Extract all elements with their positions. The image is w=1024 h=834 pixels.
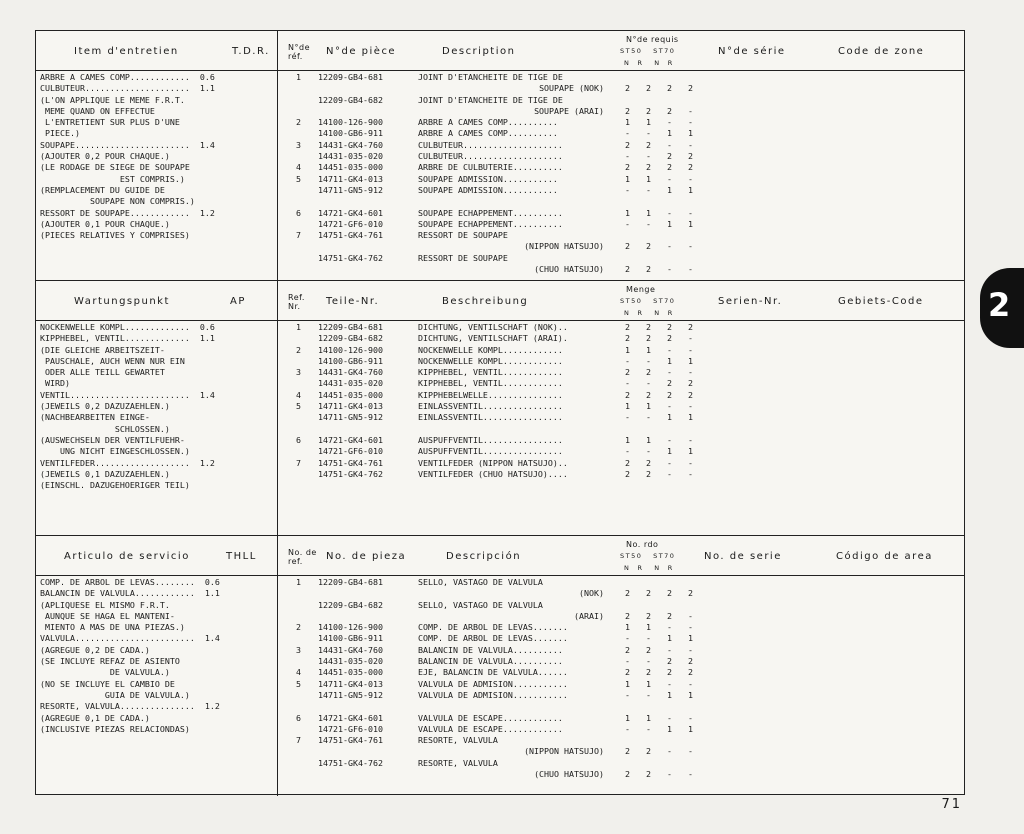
header-area: Código de area <box>836 551 933 562</box>
ref-number: 1 <box>296 322 301 332</box>
table-row <box>282 446 702 457</box>
header-time: T.D.R. <box>232 46 270 57</box>
service-item-text: ARBRE A CAMES COMP............ 0.6 CULBUTEUR..................... 1.1 (L'ON APPLIQUE LE MEME F.R.T. MEME QUAND ON EFFECTUE L'ENTRETIENT SUR PLUS D'UNE PIECE.) SOUPAPE....................... 1.4 (AJOUTER 0,2 POUR CHAQUE.) (LE RODAGE DE SIEGE DE SOUPAPE EST COMPRIS.) (REMPLACEMENT DU GUIDE DE SOUPAPE NON COMPRIS.) RESSORT DE SOUPAPE............ 1.2 (AJOUTER 0,1 POUR CHAQUE.) (PIECES RELATIVES Y COMPRISES) <box>40 72 215 241</box>
table-row <box>282 701 702 712</box>
part-description: EJE, BALANCIN DE VALVULA...... <box>418 667 568 678</box>
ref-number: 7 <box>296 457 301 468</box>
ref-number: 7 <box>296 230 301 241</box>
section-header <box>36 281 964 321</box>
header-qty-models: ST50 ST70 <box>620 552 676 560</box>
table-row <box>282 95 702 106</box>
table-row <box>282 196 702 207</box>
part-description: SOUPAPE ADMISSION........... <box>418 184 558 195</box>
quantity-required: 2 2 2 2 <box>625 389 693 400</box>
part-description: CULBUTEUR.................... <box>418 139 563 150</box>
part-number: 14100-126-900 <box>318 344 383 355</box>
part-description: ARBRE DE CULBUTERIE.......... <box>418 162 563 173</box>
ref-number: 5 <box>296 678 301 689</box>
table-row <box>282 140 702 151</box>
table-row <box>282 253 702 264</box>
quantity-required: - - 1 1 <box>625 184 693 195</box>
quantity-required: 2 2 - - <box>625 367 693 378</box>
section-header <box>36 536 964 576</box>
part-number: 14711-GK4-013 <box>318 678 383 689</box>
table-row <box>282 264 702 275</box>
part-description: SELLO, VASTAGO DE VALVULA <box>418 577 543 587</box>
ref-number: 5 <box>296 401 301 412</box>
table-row <box>282 600 702 611</box>
quantity-required: 1 1 - - <box>625 622 693 633</box>
quantity-required: 2 2 - - <box>625 769 693 780</box>
part-number: 14751-GK4-762 <box>318 252 383 263</box>
quantity-required: 2 2 - - <box>625 241 693 252</box>
part-number: 12209-GB4-682 <box>318 94 383 105</box>
header-time: THLL <box>226 551 257 562</box>
table-row <box>282 333 702 344</box>
quantity-required: 2 2 2 - <box>625 610 693 621</box>
part-number: 14751-GK4-761 <box>318 735 383 746</box>
quantity-required: - - 1 1 <box>625 723 693 734</box>
section-1 <box>36 31 964 281</box>
ref-number: 5 <box>296 173 301 184</box>
quantity-required: - - 2 2 <box>625 378 693 389</box>
table-row <box>282 758 702 769</box>
part-description: COMP. DE ARBOL DE LEVAS....... <box>418 633 568 644</box>
part-description: CULBUTEUR.................... <box>418 151 563 162</box>
ref-number: 2 <box>296 117 301 128</box>
part-description: VALVULA DE ADMISION........... <box>418 689 568 700</box>
quantity-required: 2 2 2 2 <box>625 588 693 599</box>
part-number: 14711-GN5-912 <box>318 184 383 195</box>
table-row <box>282 469 702 480</box>
section-tab: 2 <box>980 268 1024 348</box>
quantity-required: - - 1 1 <box>625 218 693 229</box>
part-description: NOCKENWELLE KOMPL............ <box>418 344 563 355</box>
quantity-required: 1 1 - - <box>625 173 693 184</box>
section-2 <box>36 281 964 536</box>
header-item: Wartungspunkt <box>74 296 170 307</box>
quantity-required: 2 2 2 2 <box>625 162 693 173</box>
part-number: 14721-GF6-010 <box>318 446 383 457</box>
table-row <box>282 106 702 117</box>
quantity-required: 2 2 - - <box>625 139 693 150</box>
part-description-cont: (ARAI) <box>574 610 604 621</box>
table-row <box>282 667 702 678</box>
table-row <box>282 622 702 633</box>
ref-number: 1 <box>296 72 301 82</box>
part-description: KIPPHEBEL, VENTIL............ <box>418 367 563 378</box>
header-ref: N°de réf. <box>288 43 310 61</box>
part-number: 14431-GK4-760 <box>318 139 383 150</box>
part-description: VENTILFEDER (CHUO HATSUJO).... <box>418 468 568 479</box>
table-row <box>282 656 702 667</box>
part-number: 14721-GK4-601 <box>318 207 383 218</box>
part-number: 14451-035-000 <box>318 389 383 400</box>
part-number: 12209-GB4-681 <box>318 577 383 587</box>
header-qty-nr: N R N R <box>624 309 674 317</box>
part-number: 14711-GK4-013 <box>318 173 383 184</box>
part-number: 14721-GK4-601 <box>318 712 383 723</box>
header-qty: Menge <box>626 285 656 294</box>
part-description-cont: SOUPAPE (NOK) <box>539 83 604 94</box>
part-description: VENTILFEDER (NIPPON HATSUJO).. <box>418 457 568 468</box>
table-row <box>282 208 702 219</box>
table-row <box>282 679 702 690</box>
section-header <box>36 31 964 71</box>
quantity-required: - - 1 1 <box>625 355 693 366</box>
part-number: 12209-GB4-681 <box>318 322 383 332</box>
part-number: 14711-GN5-912 <box>318 412 383 423</box>
table-row <box>282 424 702 435</box>
part-number: 14751-GK4-761 <box>318 457 383 468</box>
part-description: BALANCIN DE VALVULA.......... <box>418 656 563 667</box>
part-description-cont: (CHUO HATSUJO) <box>534 264 604 275</box>
table-row <box>282 174 702 185</box>
header-qty-nr: N R N R <box>624 59 674 67</box>
ref-number: 3 <box>296 367 301 378</box>
header-qty: N°de requis <box>626 35 679 44</box>
part-description: NOCKENWELLE KOMPL............ <box>418 355 563 366</box>
table-row <box>282 769 702 780</box>
quantity-required: 2 2 - - <box>625 457 693 468</box>
service-item-text: COMP. DE ARBOL DE LEVAS........ 0.6 BALANCIN DE VALVULA............ 1.1 (APLIQUESE EL MISMO F.R.T. AUNQUE SE HAGA EL MANTENI- MIENTO A MAS DE UNA PIEZAS.) VALVULA........................ 1.4 (AGREGUE 0,2 DE CADA.) (SE INCLUYE REFAZ DE ASIENTO DE VALVULA.) (NO SE INCLUYE EL CAMBIO DE GUIA DE VALVULA.) RESORTE, VALVULA............... 1.2 (AGREGUE 0,1 DE CADA.) (INCLUSIVE PIEZAS RELACIONDAS) <box>40 577 220 734</box>
divider <box>277 281 278 535</box>
quantity-required: 1 1 - - <box>625 712 693 723</box>
part-description: VALVULA DE ADMISION........... <box>418 678 568 689</box>
quantity-required: - - 1 1 <box>625 633 693 644</box>
table-row <box>282 724 702 735</box>
header-item: Item d'entretien <box>74 46 179 57</box>
quantity-required: 2 2 2 2 <box>625 83 693 94</box>
quantity-required: 2 2 2 2 <box>625 667 693 678</box>
ref-number: 4 <box>296 389 301 400</box>
part-description-cont: (NIPPON HATSUJO) <box>524 746 604 757</box>
part-number: 14751-GK4-762 <box>318 757 383 768</box>
table-row <box>282 72 702 83</box>
part-description-cont: SOUPAPE (ARAI) <box>534 105 604 116</box>
quantity-required: - - 2 2 <box>625 656 693 667</box>
header-time: AP <box>230 296 246 307</box>
part-number: 14721-GK4-601 <box>318 434 383 445</box>
table-row <box>282 690 702 701</box>
part-number: 14711-GK4-013 <box>318 401 383 412</box>
table-row <box>282 645 702 656</box>
ref-number: 7 <box>296 735 301 746</box>
part-description: RESSORT DE SOUPAPE <box>418 230 508 241</box>
part-description: KIPPHEBEL, VENTIL............ <box>418 378 563 389</box>
part-number: 12209-GB4-682 <box>318 599 383 610</box>
ref-number: 1 <box>296 577 301 587</box>
service-item-text: NOCKENWELLE KOMPL............. 0.6 KIPPHEBEL, VENTIL............. 1.1 (DIE GLEICHE ARBEITSZEIT- PAUSCHALE, AUCH WENN NUR EIN ODER ALLE TEILL GEWARTET WIRD) VENTIL........................ 1.4 (JEWEILS 0,2 DAZUZAEHLEN.) (NACHBEARBEITEN EINGE- SCHLOSSEN.) (AUSWECHSELN DER VENTILFUEHR- UNG NICHT EINGESCHLOSSEN.) VENTILFEDER................... 1.2 (JEWEILS 0,1 DAZUZAEHLEN.) (EINSCHL. DAZUGEHOERIGER TEIL) <box>40 322 215 491</box>
quantity-required: - - 1 1 <box>625 689 693 700</box>
part-number: 14431-GK4-760 <box>318 367 383 378</box>
quantity-required: 1 1 - - <box>625 401 693 412</box>
part-description: ARBRE A CAMES COMP.......... <box>418 117 558 128</box>
quantity-required: 2 2 2 2 <box>625 322 693 332</box>
table-row <box>282 162 702 173</box>
header-desc: Descripción <box>446 551 522 562</box>
table-row <box>282 151 702 162</box>
table-row <box>282 378 702 389</box>
parts-table <box>35 30 965 795</box>
part-number: 14431-035-020 <box>318 378 383 389</box>
parts-list <box>282 577 702 780</box>
header-part: Teile-Nr. <box>326 296 380 307</box>
part-number: 12209-GB4-681 <box>318 72 383 82</box>
part-description: VALVULA DE ESCAPE............ <box>418 712 563 723</box>
part-number: 14751-GK4-761 <box>318 230 383 241</box>
part-description: RESORTE, VALVULA <box>418 735 498 746</box>
part-description: DICHTUNG, VENTILSCHAFT (ARAI). <box>418 333 568 344</box>
part-number: 14751-GK4-762 <box>318 468 383 479</box>
part-number: 14431-035-020 <box>318 151 383 162</box>
table-row <box>282 401 702 412</box>
table-row <box>282 367 702 378</box>
quantity-required: 2 2 - - <box>625 468 693 479</box>
parts-list <box>282 72 702 275</box>
header-serial: No. de serie <box>704 551 782 562</box>
ref-number: 4 <box>296 162 301 173</box>
part-description-cont: (NIPPON HATSUJO) <box>524 241 604 252</box>
part-description: ARBRE A CAMES COMP.......... <box>418 128 558 139</box>
ref-number: 2 <box>296 622 301 633</box>
table-row <box>282 322 702 333</box>
header-part: No. de pieza <box>326 551 407 562</box>
quantity-required: 1 1 - - <box>625 678 693 689</box>
table-row <box>282 577 702 588</box>
part-number: 14431-GK4-760 <box>318 644 383 655</box>
table-row <box>282 746 702 757</box>
ref-number: 6 <box>296 712 301 723</box>
part-description: EINLASSVENTIL................ <box>418 412 563 423</box>
header-qty-models: ST50 ST70 <box>620 297 676 305</box>
ref-number: 3 <box>296 644 301 655</box>
part-number: 14100-126-900 <box>318 622 383 633</box>
table-row <box>282 185 702 196</box>
table-row <box>282 219 702 230</box>
part-description: KIPPHEBELWELLE............... <box>418 389 563 400</box>
table-row <box>282 356 702 367</box>
ref-number: 2 <box>296 344 301 355</box>
part-description-cont: (NOK) <box>579 588 604 599</box>
part-number: 14721-GF6-010 <box>318 723 383 734</box>
table-row <box>282 241 702 252</box>
part-number: 14451-035-000 <box>318 162 383 173</box>
part-description: SOUPAPE ADMISSION........... <box>418 173 558 184</box>
table-row <box>282 588 702 599</box>
part-number: 14100-GB6-911 <box>318 355 383 366</box>
quantity-required: 2 2 2 - <box>625 333 693 344</box>
part-number: 14100-126-900 <box>318 117 383 128</box>
part-number: 14721-GF6-010 <box>318 218 383 229</box>
table-row <box>282 633 702 644</box>
quantity-required: 1 1 - - <box>625 117 693 128</box>
table-row <box>282 230 702 241</box>
header-area: Gebiets-Code <box>838 296 924 307</box>
quantity-required: - - 1 1 <box>625 128 693 139</box>
part-description: AUSPUFFVENTIL................ <box>418 446 563 457</box>
table-row <box>282 412 702 423</box>
part-description: RESSORT DE SOUPAPE <box>418 252 508 263</box>
header-item: Articulo de servicio <box>64 551 190 562</box>
part-description: SOUPAPE ECHAPPEMENT.......... <box>418 218 563 229</box>
part-description: EINLASSVENTIL................ <box>418 401 563 412</box>
quantity-required: 2 2 - - <box>625 264 693 275</box>
part-description: SELLO, VASTAGO DE VALVULA <box>418 599 543 610</box>
table-row <box>282 458 702 469</box>
quantity-required: 2 2 - - <box>625 644 693 655</box>
quantity-required: 1 1 - - <box>625 434 693 445</box>
table-row <box>282 435 702 446</box>
header-qty: No. rdo <box>626 540 659 549</box>
part-number: 14451-035-000 <box>318 667 383 678</box>
quantity-required: 1 1 - - <box>625 207 693 218</box>
divider <box>277 536 278 796</box>
header-area: Code de zone <box>838 46 925 57</box>
table-row <box>282 83 702 94</box>
parts-list <box>282 322 702 480</box>
quantity-required: - - 1 1 <box>625 412 693 423</box>
part-description-cont: (CHUO HATSUJO) <box>534 769 604 780</box>
header-desc: Description <box>442 46 516 57</box>
quantity-required: 1 1 - - <box>625 344 693 355</box>
part-number: 14711-GN5-912 <box>318 689 383 700</box>
part-description: JOINT D'ETANCHEITE DE TIGE DE <box>418 94 563 105</box>
part-number: 14100-GB6-911 <box>318 128 383 139</box>
part-number: 14431-035-020 <box>318 656 383 667</box>
header-serial: N°de série <box>718 46 786 57</box>
divider <box>277 31 278 280</box>
page-number: 71 <box>941 797 962 812</box>
header-qty-models: ST50 ST70 <box>620 47 676 55</box>
table-row <box>282 735 702 746</box>
quantity-required: - - 2 2 <box>625 151 693 162</box>
header-ref: No. de ref. <box>288 548 317 566</box>
header-serial: Serien-Nr. <box>718 296 783 307</box>
ref-number: 6 <box>296 207 301 218</box>
part-description: VALVULA DE ESCAPE............ <box>418 723 563 734</box>
part-number: 14100-GB6-911 <box>318 633 383 644</box>
ref-number: 6 <box>296 434 301 445</box>
table-row <box>282 390 702 401</box>
part-description: COMP. DE ARBOL DE LEVAS....... <box>418 622 568 633</box>
header-ref: Ref. Nr. <box>288 293 305 311</box>
header-part: N°de pièce <box>326 46 397 57</box>
part-description: RESORTE, VALVULA <box>418 757 498 768</box>
quantity-required: - - 1 1 <box>625 446 693 457</box>
table-row <box>282 713 702 724</box>
table-row <box>282 128 702 139</box>
part-description: JOINT D'ETANCHEITE DE TIGE DE <box>418 72 563 82</box>
header-qty-nr: N R N R <box>624 564 674 572</box>
section-3 <box>36 536 964 796</box>
part-description: SOUPAPE ECHAPPEMENT.......... <box>418 207 563 218</box>
table-row <box>282 117 702 128</box>
table-row <box>282 611 702 622</box>
table-row <box>282 345 702 356</box>
header-desc: Beschreibung <box>442 296 529 307</box>
ref-number: 3 <box>296 139 301 150</box>
part-description: BALANCIN DE VALVULA.......... <box>418 644 563 655</box>
quantity-required: 2 2 - - <box>625 746 693 757</box>
quantity-required: 2 2 2 - <box>625 105 693 116</box>
part-description: AUSPUFFVENTIL................ <box>418 434 563 445</box>
part-number: 12209-GB4-682 <box>318 333 383 344</box>
part-description: DICHTUNG, VENTILSCHAFT (NOK).. <box>418 322 568 332</box>
ref-number: 4 <box>296 667 301 678</box>
